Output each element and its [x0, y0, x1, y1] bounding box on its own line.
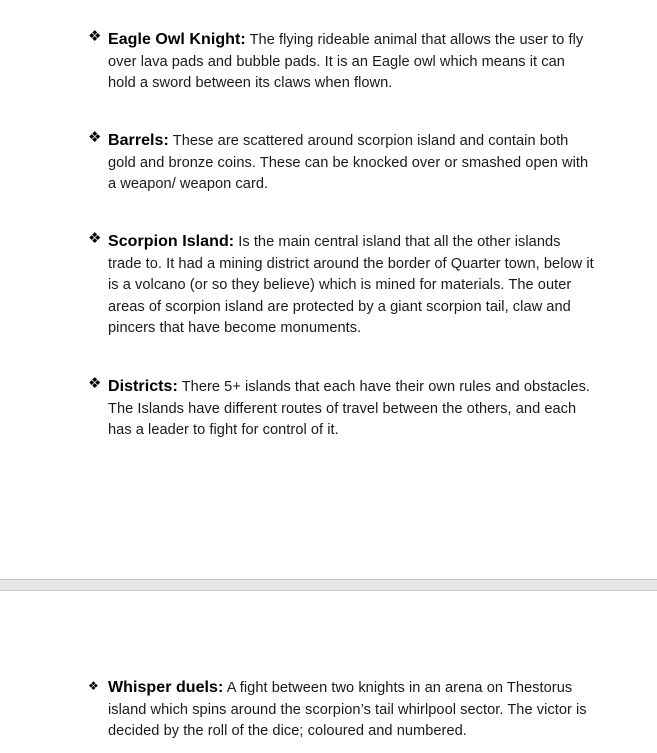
- entry-description: There 5+ islands that each have their own rules and obstacles. The Islands have different routes of travel between the others, and each has a leader to fight for control of it.: [108, 379, 591, 438]
- entry-description: A fight between two knights in an arena on Thestorus island which spins around the scorpion’s tail whirlpool sector. The victor is decided by the roll of the dice; coloured and numbered.: [108, 680, 587, 739]
- bullet-entry-eagle-owl-knight: [88, 29, 596, 95]
- entry-term: Districts:: [108, 378, 178, 395]
- entry-term: Eagle Owl Knight:: [108, 31, 246, 48]
- entry-description: These are scattered around scorpion island and contain both gold and bronze coins. These can be knocked over or smashed open with a weapon/ weapon card.: [108, 133, 589, 192]
- entry-description: The flying rideable animal that allows the user to fly over lava pads and bubble pads. It is an Eagle owl which means it can hold a sword between its claws when flown.: [108, 32, 584, 91]
- diamond-bullet-icon: ❖: [88, 679, 99, 693]
- entry-term: Barrels:: [108, 132, 169, 149]
- diamond-bullet-icon: ❖: [88, 374, 102, 392]
- page-separator: [0, 579, 657, 591]
- bullet-entry-barrels: [88, 130, 596, 196]
- diamond-bullet-icon: ❖: [88, 27, 102, 45]
- diamond-bullet-icon: ❖: [88, 229, 102, 247]
- bullet-entry-scorpion-island: [88, 231, 596, 340]
- bullet-entry-districts: [88, 376, 596, 442]
- entry-term: Whisper duels:: [108, 679, 224, 696]
- diamond-bullet-icon: ❖: [88, 128, 102, 146]
- bullet-entry-whisper-duels: [88, 677, 596, 743]
- entry-description: Is the main central island that all the other islands trade to. It had a mining district around the border of Quarter town, below it is a volcano (or so they believe) which is mined for materials. The outer areas of scorpion island are protected by a giant scorpion tail, claw and pincers that have become monuments.: [108, 234, 594, 336]
- entry-term: Scorpion Island:: [108, 233, 235, 250]
- document-page-2: [0, 591, 657, 753]
